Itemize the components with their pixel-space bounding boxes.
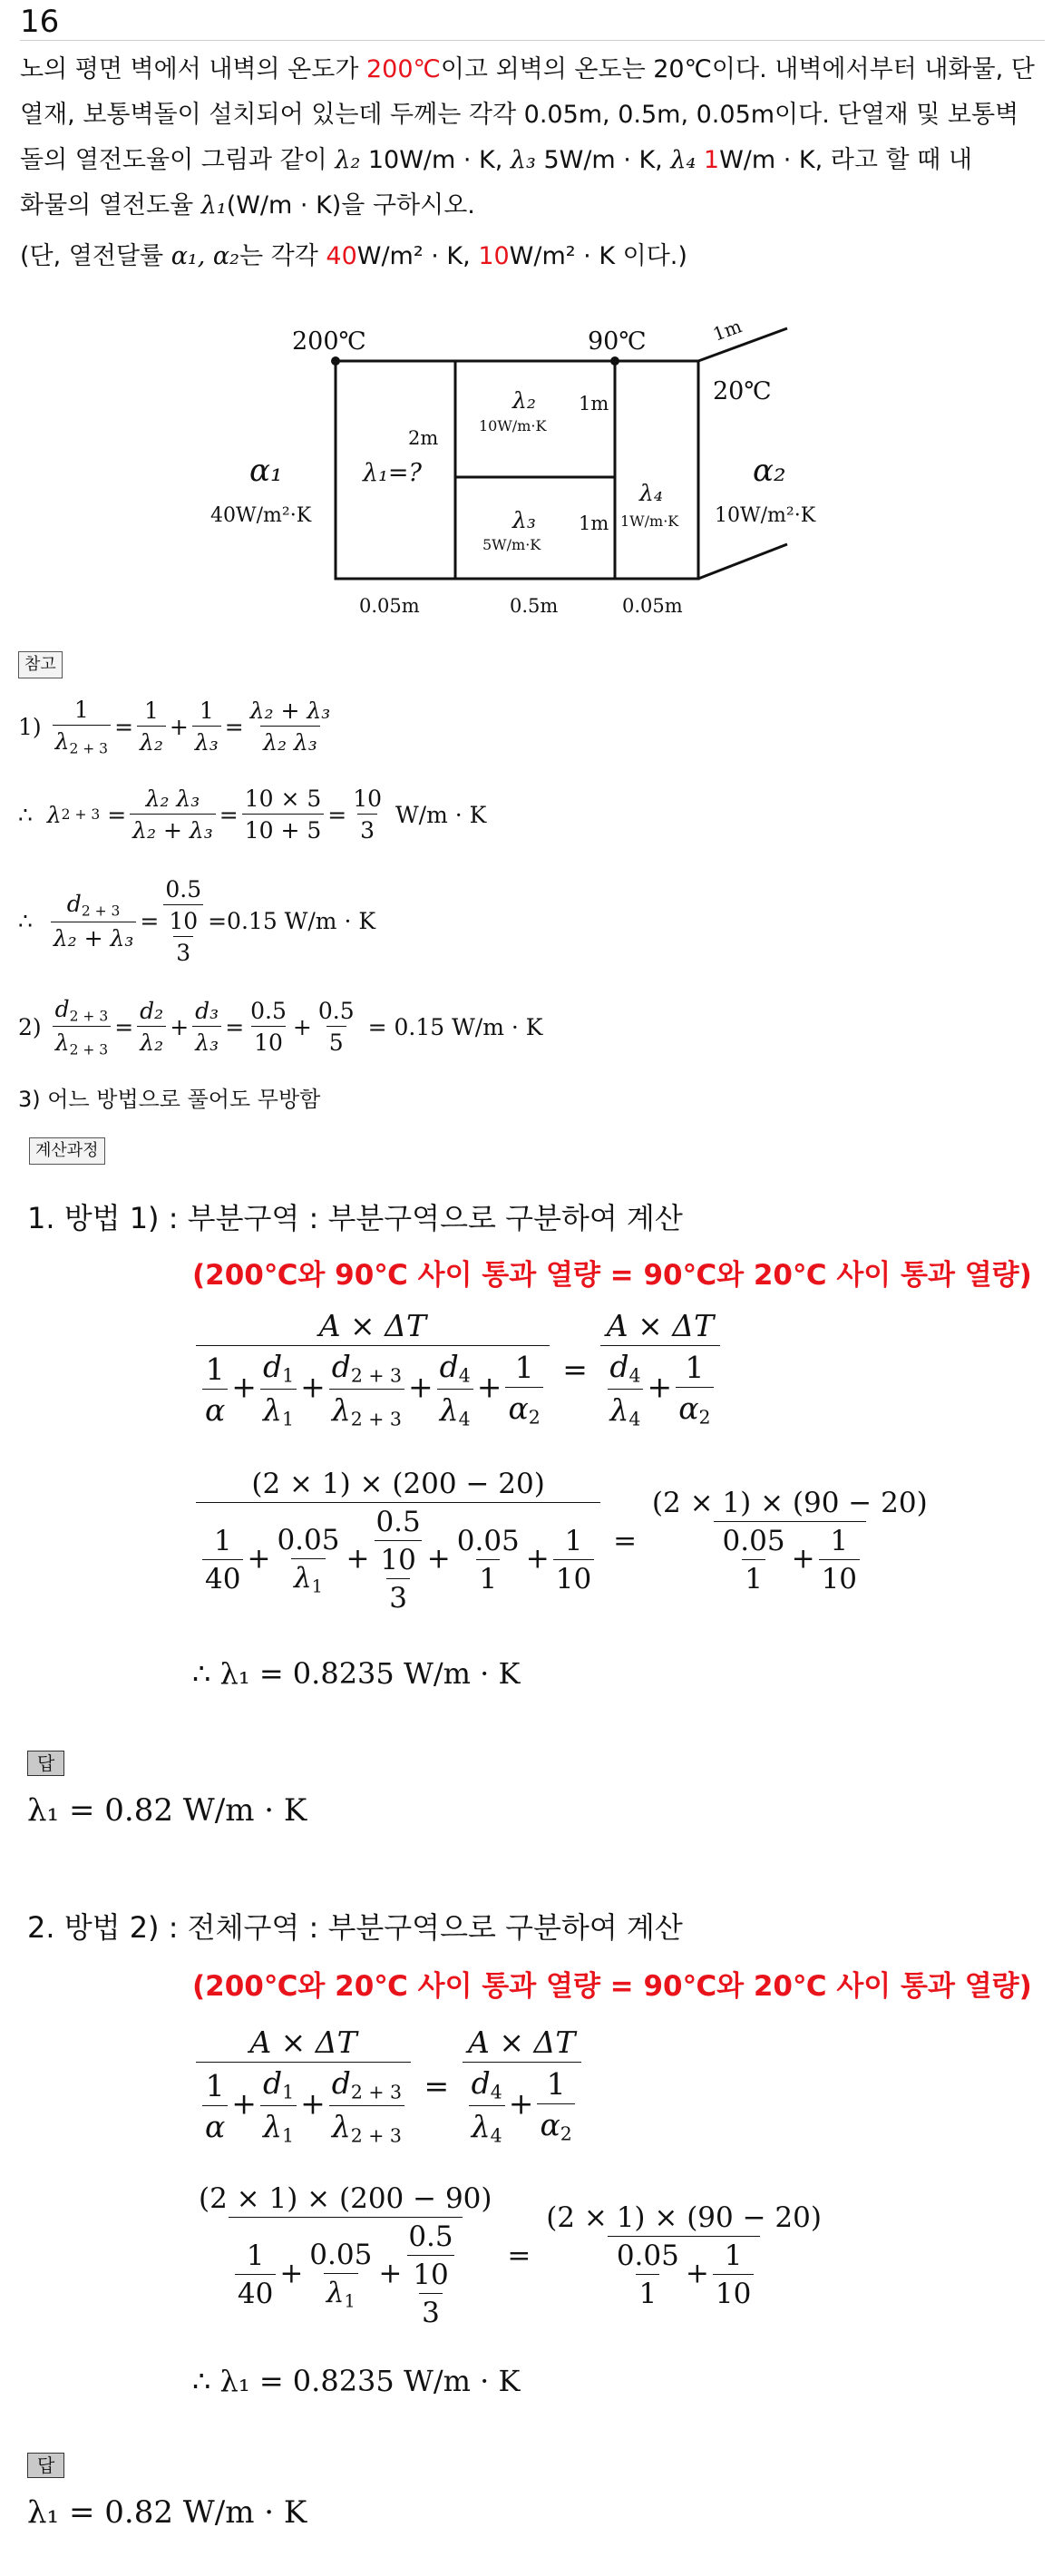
reference-eq-1: 1) 1 $\lambda_{2 + 3}$ = 1 λ₂ + 1 λ₃ = λ₂ + λ₃ λ₂ λ₃ — [18, 697, 331, 757]
method1-answer-label: 답 — [27, 1751, 64, 1776]
lambda2-height: 1m — [579, 393, 609, 415]
lambda3-height: 1m — [579, 512, 609, 534]
alpha1-label: α₁ — [249, 453, 283, 489]
lambda3-value: 5W/m·K — [482, 536, 541, 553]
header-divider — [20, 40, 1045, 41]
problem-line-4: 화물의 열전도율 λ₁(W/m · K)을 구하시오. — [20, 191, 475, 220]
lambda1-label: λ₁=? — [363, 459, 423, 487]
method1-title: 1. 방법 1) : 부분구역 : 부분구역으로 구분하여 계산 — [27, 1201, 683, 1235]
reference-eq-4: 2) $d_{2 + 3}$ $\lambda_{2 + 3}$ = d₂ λ₂ + d₃ λ₃ = 0.5 10 + $\frac{0.5}{5}$ = 0.15 W/m · K — [18, 996, 543, 1059]
thickness-1: 0.05m — [359, 595, 420, 617]
lambda2-label: λ₂ — [512, 387, 536, 414]
temp-mid: 90℃ — [588, 327, 647, 356]
problem-line-3: 돌의 열전도율이 그림과 같이 λ₂ 10W/m · K, λ₃ 5W/m · K, λ₄ 1W/m · K, 라고 할 때 내 — [20, 146, 972, 174]
problem-line-1: 노의 평면 벽에서 내벽의 온도가 200℃이고 외벽의 온도는 20℃이다. 내벽에서부터 내화물, 단 — [20, 55, 1035, 83]
method1-eq-2: (2 × 1) × (200 − 20) $\frac{1}{40}$ + $\frac{0.05}{\lambda_1}$ + $\frac{0.5}{\frac{10}{3}}$ + $\frac{0.05}{1}$ + $\frac{1}{10}$ = (2 × 1) × (90 − 20) $\frac{0.05}{1}$ + $\frac{1}{10}$ — [192, 1468, 934, 1615]
lambda4-value: 1W/m·K — [620, 512, 679, 530]
alpha2-value: 10W/m²·K — [715, 504, 816, 527]
method2-answer: λ₁ = 0.82 W/m · K — [27, 2494, 307, 2531]
method2-result: ∴ λ₁ = 0.8235 W/m · K — [192, 2364, 521, 2398]
alpha1-value: 40W/m²·K — [210, 504, 312, 527]
method2-eq-2: (2 × 1) × (200 − 90) $\frac{1}{40}$ + $\frac{0.05}{\lambda_1}$ + $\frac{0.5}{\frac{10}{3}}$ = (2 × 1) × (90 − 20) $\frac{0.05}{1}$ + $\frac{1}{10}$ — [199, 2182, 822, 2329]
height-2m: 2m — [408, 427, 439, 449]
perspective-bottom — [698, 544, 787, 579]
lambda4-label: λ₄ — [639, 480, 663, 506]
method1-result: ∴ λ₁ = 0.8235 W/m · K — [192, 1656, 521, 1691]
method2-title: 2. 방법 2) : 전체구역 : 부분구역으로 구분하여 계산 — [27, 1910, 683, 1945]
reference-eq-3: ∴ $d_{2 + 3}$ λ₂ + λ₃ = $\frac{0.5}{\frac{10}{3}}$ =0.15 W/m · K — [18, 876, 376, 966]
reference-eq-2: ∴ λ 2 + 3 = λ₂ λ₃ λ₂ + λ₃ = 10 × 5 10 + 5 = 10 3 W/m · K — [18, 785, 487, 844]
lambda2-value: 10W/m·K — [479, 417, 547, 434]
method1-note: (200℃와 90℃ 사이 통과 열량 = 90℃와 20℃ 사이 통과 열량) — [192, 1259, 1032, 1292]
thickness-3: 0.05m — [622, 595, 683, 617]
alpha2-label: α₂ — [753, 453, 786, 489]
problem-line-5: (단, 열전달률 α₁, α₂는 각각 40W/m² · K, 10W/m² · K 이다.) — [20, 242, 687, 270]
depth-label: 1m — [709, 315, 745, 346]
problem-line-2: 열재, 보통벽돌이 설치되어 있는데 두께는 각각 0.05m, 0.5m, 0.05m이다. 단열재 및 보통벽 — [20, 101, 1019, 129]
method1-eq-1: A × ΔT $\frac{1}{\alpha}$ + $\frac{d_1}{\lambda_1}$ + $\frac{d_{2 + 3}}{\lambda_{2 + 3}}$ + $\frac{d_4}{\lambda_4}$ + $\frac{1}{\alpha_2}$ = A × ΔT $\frac{d_4}{\lambda_4}$ + $\frac{1}{\alpha_2}$ — [192, 1308, 724, 1429]
thickness-2: 0.5m — [510, 595, 559, 617]
method2-note: (200℃와 20℃ 사이 통과 열량 = 90℃와 20℃ 사이 통과 열량) — [192, 1970, 1032, 2003]
reference-note: 3) 어느 방법으로 풀어도 무방함 — [18, 1087, 321, 1112]
method2-eq-1: A × ΔT $\frac{1}{\alpha}$ + $\frac{d_1}{\lambda_1}$ + $\frac{d_{2 + 3}}{\lambda_{2 + 3}}$ = A × ΔT $\frac{d_4}{\lambda_4}$ + $\frac{1}{\alpha_2}$ — [192, 2025, 585, 2146]
reference-label: 참고 — [18, 651, 63, 678]
lambda3-label: λ₃ — [512, 507, 536, 533]
method1-answer: λ₁ = 0.82 W/m · K — [27, 1792, 307, 1829]
method2-answer-label: 답 — [27, 2453, 64, 2478]
calc-label: 계산과정 — [29, 1137, 105, 1165]
temp-inner: 200℃ — [292, 327, 366, 356]
question-number: 16 — [20, 4, 60, 40]
temp-outer: 20℃ — [713, 377, 772, 405]
wall-diagram — [181, 299, 871, 644]
